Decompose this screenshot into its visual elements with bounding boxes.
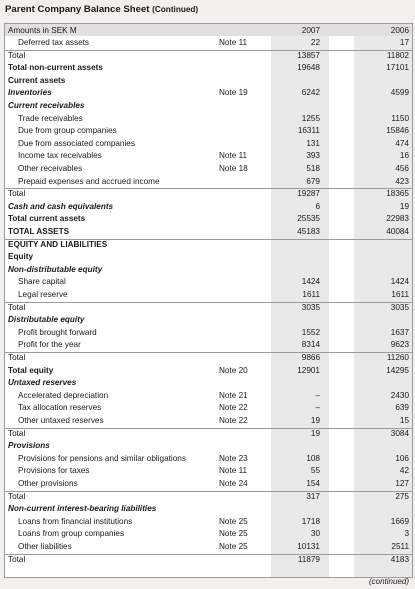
row-value-2006: 9623 [390,340,409,350]
row-value-2007: 1255 [301,113,320,123]
row-value-2007: 6242 [301,88,320,98]
row-value-2006: 15846 [386,126,409,136]
row-note: Note 11 [219,151,248,161]
row-label: Legal reserve [18,290,68,299]
row-note: Note 23 [219,453,248,463]
row-label: Total [8,189,26,199]
row-note: Note 11 [219,466,248,476]
row-value-2006: 11260 [386,353,409,362]
balance-sheet-table [4,23,413,578]
row-value-2006: 42 [399,466,409,476]
row-value-2006: 275 [395,491,409,501]
row-rule [5,302,412,303]
row-label: Total [8,428,26,438]
row-rule [5,491,412,492]
row-label: Inventories [8,88,52,98]
row-label: Total [8,302,26,312]
row-value-2007: 1552 [301,327,320,337]
row-note: Note 21 [219,390,248,400]
row-label: Total [8,353,26,362]
row-value-2007: 12901 [297,365,320,375]
row-value-2006: 639 [395,403,409,413]
row-value-2006: 3035 [390,302,409,312]
row-value-2006: 17101 [386,63,409,73]
row-value-2007: 16311 [297,126,320,136]
row-label: Total [8,50,26,60]
row-value-2007: 131 [306,138,320,148]
row-note: Note 20 [219,365,248,375]
row-label: Cash and cash equivalents [8,201,114,211]
row-value-2006: 4183 [390,554,409,564]
row-value-2007: 25535 [297,214,320,224]
row-label: Loans from financial institutions [18,516,133,526]
row-value-2007: 317 [306,491,320,501]
row-label: Other liabilities [18,542,72,551]
row-label: Total [8,554,26,564]
row-value-2006: 106 [395,453,409,463]
row-label: Profit for the year [18,340,81,350]
row-label: Loans from group companies [18,529,125,539]
row-label: Non-distributable equity [8,264,103,274]
row-label: Income tax receivables [18,151,102,161]
row-value-2007: 1424 [301,277,320,287]
row-value-2006: 18365 [386,189,409,199]
row-value-2007: 30 [310,529,320,539]
row-label: Other receivables [18,164,83,173]
row-note: Note 25 [219,516,248,526]
header-col-2006: 2006 [390,26,409,35]
row-value-2006: 1669 [390,516,409,526]
title-suffix: (Continued) [152,5,199,14]
row-value-2007: 11879 [297,554,320,564]
row-value-2007: 1718 [301,516,320,526]
row-label: Untaxed reserves [8,378,77,388]
row-value-2006: 22983 [386,214,409,224]
row-label: Prepaid expenses and accrued income [18,176,160,186]
row-label: Provisions for pensions and similar obligations [18,453,186,463]
row-value-2007: 55 [310,466,320,476]
row-value-2006: 15 [399,416,409,425]
table-header [5,24,412,36]
row-label: Total current assets [8,214,86,224]
row-label: Total non-current assets [8,63,103,73]
row-note: Note 11 [219,38,248,47]
row-value-2007: 19 [310,428,320,438]
row-value-2007: 3035 [301,302,320,312]
row-label: Total [8,491,26,501]
row-value-2006: 474 [395,138,409,148]
header-col-2007: 2007 [301,26,320,35]
row-value-2007: 1611 [302,290,320,299]
row-value-2006: 40084 [386,227,409,236]
continued-note: (continued) [368,577,409,586]
row-value-2006: 3084 [390,428,409,438]
row-label: Accelerated depreciation [18,390,109,400]
row-value-2006: 2511 [391,542,409,551]
row-rule [5,352,412,353]
title-main: Parent Company Balance Sheet [5,4,150,15]
row-note: Note 25 [219,542,248,551]
row-value-2007: 19287 [297,189,320,199]
row-value-2007: 22 [310,38,320,47]
row-rule [5,554,412,555]
row-note: Note 22 [219,403,248,413]
row-label: Profit brought forward [18,327,97,337]
row-label: Other provisions [18,479,78,488]
row-note: Note 19 [219,88,248,98]
row-value-2007: – [315,403,320,413]
row-label: Current receivables [8,101,85,110]
row-value-2006: 11802 [386,50,409,60]
row-note: Note 25 [219,529,248,539]
row-note: Note 18 [219,164,248,173]
row-label: Trade receivables [18,113,83,123]
page-title [5,4,198,15]
row-note: Note 24 [219,479,248,488]
row-value-2007: 393 [306,151,320,161]
row-label: Due from associated companies [18,138,135,148]
row-value-2007: 10131 [297,542,320,551]
row-label: Current assets [8,75,66,85]
row-label: Tax allocation reserves [18,403,102,413]
col-2007-shade [271,36,329,577]
row-value-2007: – [315,390,320,400]
row-value-2007: 19648 [297,63,320,73]
row-value-2006: 3 [404,529,409,539]
row-value-2007: 518 [306,164,320,173]
row-label: Other untaxed reserves [18,416,104,425]
row-label: TOTAL ASSETS [8,227,70,236]
row-value-2007: 679 [306,176,320,186]
row-label: Total equity [8,365,54,375]
row-value-2007: 45183 [297,227,320,236]
row-value-2006: 19 [399,201,409,211]
row-rule [5,428,412,429]
row-value-2006: 456 [395,164,409,173]
row-value-2007: 13857 [297,50,320,60]
row-value-2006: 1637 [390,327,409,337]
row-value-2006: 1150 [391,113,409,123]
row-value-2007: 108 [306,453,320,463]
row-label: EQUITY AND LIABILITIES [8,239,108,249]
row-value-2007: 6 [315,201,320,211]
row-label: Deferred tax assets [18,38,89,47]
row-value-2006: 17 [399,38,409,47]
row-value-2007: 9866 [301,353,320,362]
row-value-2006: 1611 [391,290,409,299]
row-value-2007: 19 [310,416,320,425]
row-label: Provisions for taxes [18,466,90,476]
row-value-2007: 154 [306,479,320,488]
row-rule [5,50,412,51]
row-value-2006: 423 [395,176,409,186]
row-rule [5,188,412,189]
row-value-2006: 4599 [390,88,409,98]
row-note: Note 22 [219,416,248,425]
row-value-2006: 2430 [390,390,409,400]
row-value-2006: 1424 [390,277,409,287]
row-label: Non-current interest-bearing liabilities [8,504,157,514]
row-label: Provisions [8,441,50,451]
row-value-2006: 127 [395,479,409,488]
row-label: Share capital [18,277,66,287]
row-value-2006: 14295 [386,365,409,375]
row-label: Equity [8,252,34,262]
header-label: Amounts in SEK M [8,26,77,35]
row-label: Due from group companies [18,126,117,136]
row-label: Distributable equity [8,315,85,325]
row-value-2006: 16 [399,151,409,161]
row-value-2007: 8314 [301,340,320,350]
